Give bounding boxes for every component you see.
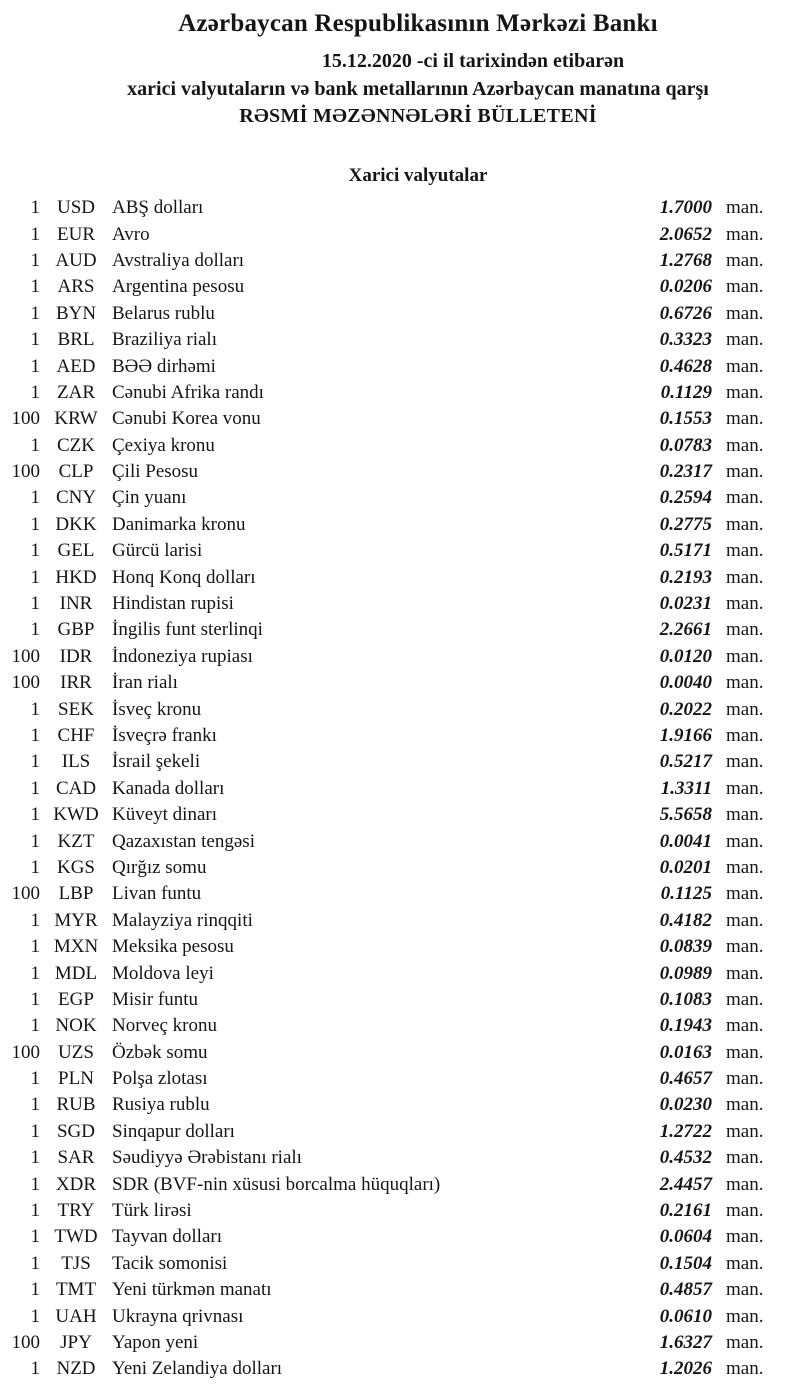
- nominal-value: 1: [30, 197, 40, 219]
- currency-name: Yeni Zelandiya dolları: [112, 1358, 283, 1380]
- rate-unit-label: man.: [726, 408, 764, 430]
- rate-row: [0, 406, 800, 432]
- rate-value: 0.1943: [659, 1015, 712, 1037]
- rate-unit-label: man.: [726, 856, 764, 878]
- currency-code: NOK: [55, 1015, 97, 1037]
- currency-code: TWD: [54, 1226, 98, 1248]
- nominal-value: 1: [30, 1094, 40, 1116]
- rate-row: [0, 1224, 800, 1250]
- rate-unit-label: man.: [726, 223, 764, 245]
- rate-unit-label: man.: [726, 434, 764, 456]
- rate-value: 0.2161: [659, 1200, 712, 1222]
- rate-value: 0.3323: [659, 329, 712, 351]
- bank-title: Azərbaycan Respublikasının Mərkəzi Bankı: [178, 10, 658, 37]
- currency-name: İsveç kronu: [112, 698, 202, 720]
- currency-name: Belarus rublu: [112, 302, 215, 324]
- rate-value: 1.2026: [659, 1358, 712, 1380]
- rate-row: [0, 1303, 800, 1329]
- nominal-value: 1: [30, 751, 40, 773]
- currency-code: GBP: [57, 619, 95, 641]
- nominal-value: 1: [30, 856, 40, 878]
- rate-unit-label: man.: [726, 355, 764, 377]
- rate-unit-label: man.: [726, 1041, 764, 1063]
- currency-name: ABŞ dolları: [112, 197, 204, 219]
- currency-code: UZS: [58, 1041, 94, 1063]
- rate-unit-label: man.: [726, 1226, 764, 1248]
- rate-row: [0, 908, 800, 934]
- currency-code: BRL: [57, 329, 95, 351]
- currency-code: MXN: [53, 936, 99, 958]
- currency-name: Çili Pesosu: [112, 461, 199, 483]
- currency-name: Ukrayna qrivnası: [112, 1305, 244, 1327]
- rate-unit-label: man.: [726, 566, 764, 588]
- rate-unit-label: man.: [726, 1279, 764, 1301]
- rate-row: [0, 274, 800, 300]
- rate-value: 0.0989: [659, 962, 712, 984]
- nominal-value: 100: [11, 408, 40, 430]
- currency-name: İndoneziya rupiası: [112, 645, 253, 667]
- rate-value: 1.7000: [659, 197, 712, 219]
- nominal-value: 1: [30, 434, 40, 456]
- rate-row: [0, 459, 800, 485]
- currency-code: CAD: [55, 777, 97, 799]
- rate-value: 0.1553: [659, 408, 712, 430]
- rate-value: 0.5171: [659, 540, 712, 562]
- rate-value: 0.0120: [659, 645, 712, 667]
- rate-value: 0.0206: [659, 276, 712, 298]
- rate-value: 5.5658: [659, 804, 712, 826]
- rate-value: 0.2317: [659, 461, 712, 483]
- nominal-value: 1: [30, 962, 40, 984]
- rate-value: 0.0231: [659, 593, 712, 615]
- scope-line: xarici valyutaların və bank metallarının Azərbaycan manatına qarşı: [127, 78, 709, 100]
- section-title-foreign-currencies: Xarici valyutalar: [348, 165, 488, 186]
- rate-row: [0, 1277, 800, 1303]
- rate-unit-label: man.: [726, 645, 764, 667]
- currency-name: Honq Konq dolları: [112, 566, 256, 588]
- currency-name: Braziliya rialı: [112, 329, 217, 351]
- currency-code: ARS: [57, 276, 95, 298]
- rate-row: [0, 512, 800, 538]
- rate-value: 0.0604: [659, 1226, 712, 1248]
- nominal-value: 100: [11, 1331, 40, 1353]
- rate-value: 0.2193: [659, 566, 712, 588]
- rate-unit-label: man.: [726, 487, 764, 509]
- rate-row: [0, 485, 800, 511]
- nominal-value: 1: [30, 381, 40, 403]
- rate-value: 0.4857: [659, 1279, 712, 1301]
- nominal-value: 1: [30, 329, 40, 351]
- rate-value: 0.2594: [659, 487, 712, 509]
- nominal-value: 100: [11, 461, 40, 483]
- currency-name: Moldova leyi: [112, 962, 214, 984]
- currency-code: IDR: [59, 645, 93, 667]
- currency-code: JPY: [60, 1331, 92, 1353]
- nominal-value: 100: [11, 1041, 40, 1063]
- rate-unit-label: man.: [726, 936, 764, 958]
- rate-row: [0, 776, 800, 802]
- rate-unit-label: man.: [726, 804, 764, 826]
- rate-unit-label: man.: [726, 988, 764, 1010]
- currency-name: BƏƏ dirhəmi: [112, 355, 216, 377]
- rate-row: [0, 591, 800, 617]
- rate-unit-label: man.: [726, 777, 764, 799]
- rate-unit-label: man.: [726, 962, 764, 984]
- rate-value: 0.5217: [659, 751, 712, 773]
- rate-row: [0, 1092, 800, 1118]
- rate-row: [0, 1119, 800, 1145]
- currency-code: KWD: [53, 804, 99, 826]
- rate-value: 2.4457: [659, 1173, 712, 1195]
- rate-value: 0.1125: [660, 883, 712, 905]
- rate-unit-label: man.: [726, 461, 764, 483]
- nominal-value: 1: [30, 777, 40, 799]
- rate-row: [0, 934, 800, 960]
- currency-name: Polşa zlotası: [112, 1068, 208, 1090]
- rate-value: 0.0610: [659, 1305, 712, 1327]
- rate-value: 0.1129: [660, 381, 712, 403]
- rate-row: [0, 564, 800, 590]
- currency-code: RUB: [56, 1094, 96, 1116]
- rate-row: [0, 670, 800, 696]
- currency-name: İngilis funt sterlinqi: [112, 619, 263, 641]
- currency-code: EGP: [58, 988, 94, 1010]
- currency-name: Küveyt dinarı: [112, 804, 218, 826]
- rate-unit-label: man.: [726, 513, 764, 535]
- rate-row: [0, 538, 800, 564]
- currency-code: TMT: [55, 1279, 97, 1301]
- rate-row: [0, 433, 800, 459]
- currency-code: TJS: [61, 1252, 91, 1274]
- rate-row: [0, 617, 800, 643]
- currency-name: SDR (BVF-nin xüsusi borcalma hüquqları): [112, 1173, 441, 1195]
- rate-value: 1.3311: [660, 777, 712, 799]
- nominal-value: 1: [30, 302, 40, 324]
- nominal-value: 1: [30, 1252, 40, 1274]
- rate-row: [0, 1066, 800, 1092]
- rate-unit-label: man.: [726, 830, 764, 852]
- rate-row: [0, 1251, 800, 1277]
- currency-name: Avro: [112, 223, 150, 245]
- nominal-value: 100: [11, 883, 40, 905]
- currency-name: Livan funtu: [112, 883, 202, 905]
- nominal-value: 1: [30, 223, 40, 245]
- rate-unit-label: man.: [726, 329, 764, 351]
- nominal-value: 1: [30, 566, 40, 588]
- rate-value: 0.1083: [659, 988, 712, 1010]
- currency-code: ILS: [61, 751, 91, 773]
- currency-code: CLP: [58, 461, 94, 483]
- rate-row: [0, 1198, 800, 1224]
- nominal-value: 1: [30, 804, 40, 826]
- nominal-value: 1: [30, 909, 40, 931]
- nominal-value: 1: [30, 830, 40, 852]
- currency-code: SEK: [58, 698, 94, 720]
- currency-name: Çin yuanı: [112, 487, 187, 509]
- rate-value: 0.4532: [659, 1147, 712, 1169]
- currency-name: Gürcü larisi: [112, 540, 203, 562]
- currency-name: Türk lirəsi: [112, 1200, 192, 1222]
- currency-name: Misir funtu: [112, 988, 199, 1010]
- rate-unit-label: man.: [726, 698, 764, 720]
- currency-name: Danimarka kronu: [112, 513, 246, 535]
- rate-value: 0.0783: [659, 434, 712, 456]
- currency-name: İsveçrə frankı: [112, 725, 217, 746]
- rate-row: [0, 644, 800, 670]
- currency-name: Avstraliya dolları: [112, 249, 245, 271]
- currency-code: MDL: [54, 962, 98, 984]
- rate-value: 1.9166: [659, 725, 712, 746]
- nominal-value: 1: [30, 1147, 40, 1169]
- currency-code: UAH: [55, 1305, 97, 1327]
- nominal-value: 1: [30, 276, 40, 298]
- rate-value: 0.6726: [659, 302, 712, 324]
- currency-code: USD: [56, 197, 95, 219]
- rate-row: [0, 749, 800, 775]
- rate-value: 1.2768: [659, 249, 712, 271]
- nominal-value: 100: [11, 645, 40, 667]
- currency-code: CNY: [55, 487, 97, 509]
- currency-code: SGD: [56, 1120, 95, 1142]
- rate-value: 0.0230: [659, 1094, 712, 1116]
- rate-row: [0, 1330, 800, 1356]
- rate-unit-label: man.: [726, 593, 764, 615]
- currency-code: INR: [59, 593, 93, 615]
- nominal-value: 1: [30, 1279, 40, 1301]
- nominal-value: 100: [11, 672, 40, 694]
- currency-code: NZD: [56, 1358, 96, 1380]
- currency-code: AUD: [55, 249, 97, 271]
- rate-unit-label: man.: [726, 909, 764, 931]
- rate-unit-label: man.: [726, 883, 764, 905]
- rate-unit-label: man.: [726, 1015, 764, 1037]
- rate-value: 0.1504: [659, 1252, 712, 1274]
- nominal-value: 1: [30, 355, 40, 377]
- rate-unit-label: man.: [726, 1147, 764, 1169]
- rate-row: [0, 1013, 800, 1039]
- currency-code: AED: [56, 355, 96, 377]
- currency-code: CHF: [57, 725, 95, 746]
- currency-code: KZT: [57, 830, 95, 852]
- rate-value: 0.4182: [659, 909, 712, 931]
- rate-unit-label: man.: [726, 1358, 764, 1380]
- currency-name: Sinqapur dolları: [112, 1120, 235, 1142]
- currency-code: EUR: [57, 223, 95, 245]
- nominal-value: 1: [30, 513, 40, 535]
- currency-name: Argentina pesosu: [112, 276, 245, 298]
- nominal-value: 1: [30, 1358, 40, 1380]
- rate-row: [0, 987, 800, 1013]
- rate-row: [0, 855, 800, 881]
- currency-name: Malayziya rinqqiti: [112, 909, 253, 931]
- currency-code: PLN: [58, 1068, 94, 1090]
- rate-value: 0.0839: [659, 936, 712, 958]
- nominal-value: 1: [30, 936, 40, 958]
- currency-name: Çexiya kronu: [112, 434, 215, 456]
- rate-row: [0, 353, 800, 379]
- nominal-value: 1: [30, 1305, 40, 1327]
- currency-code: KRW: [54, 408, 98, 430]
- nominal-value: 1: [30, 1226, 40, 1248]
- nominal-value: 1: [30, 249, 40, 271]
- rate-row: [0, 960, 800, 986]
- rate-row: [0, 380, 800, 406]
- rate-value: 2.2661: [659, 619, 712, 641]
- rate-unit-label: man.: [726, 725, 764, 746]
- currency-name: Yapon yeni: [112, 1331, 199, 1353]
- currency-code: MYR: [54, 909, 98, 931]
- nominal-value: 1: [30, 725, 40, 746]
- rate-row: [0, 301, 800, 327]
- currency-code: BYN: [55, 302, 97, 324]
- rate-value: 0.2775: [659, 513, 712, 535]
- nominal-value: 1: [30, 540, 40, 562]
- currency-name: İsrail şekeli: [112, 751, 201, 773]
- rate-row: [0, 221, 800, 247]
- nominal-value: 1: [30, 698, 40, 720]
- nominal-value: 1: [30, 487, 40, 509]
- rate-value: 1.6327: [659, 1331, 712, 1353]
- currency-code: KGS: [56, 856, 95, 878]
- currency-name: Kanada dolları: [112, 777, 225, 799]
- nominal-value: 1: [30, 988, 40, 1010]
- currency-code: GEL: [57, 540, 95, 562]
- currency-name: İran rialı: [112, 672, 178, 694]
- currency-code: LBP: [58, 883, 94, 905]
- rate-row: [0, 1145, 800, 1171]
- rate-row: [0, 723, 800, 749]
- nominal-value: 1: [30, 1068, 40, 1090]
- rate-value: 1.2722: [659, 1120, 712, 1142]
- rate-unit-label: man.: [726, 1252, 764, 1274]
- rate-unit-label: man.: [726, 672, 764, 694]
- currency-name: Səudiyyə Ərəbistanı rialı: [112, 1147, 302, 1169]
- rate-unit-label: man.: [726, 1305, 764, 1327]
- rates-table: [0, 195, 800, 1383]
- currency-name: Norveç kronu: [112, 1015, 217, 1037]
- rate-row: [0, 1040, 800, 1066]
- currency-code: DKK: [55, 513, 97, 535]
- rate-unit-label: man.: [726, 1173, 764, 1195]
- rate-unit-label: man.: [726, 1200, 764, 1222]
- currency-name: Cənubi Korea vonu: [112, 408, 261, 430]
- nominal-value: 1: [30, 593, 40, 615]
- rate-unit-label: man.: [726, 276, 764, 298]
- currency-code: IRR: [60, 672, 92, 694]
- currency-name: Rusiya rublu: [112, 1094, 210, 1116]
- rate-unit-label: man.: [726, 540, 764, 562]
- rate-row: [0, 696, 800, 722]
- rate-row: [0, 802, 800, 828]
- rate-unit-label: man.: [726, 1094, 764, 1116]
- rate-unit-label: man.: [726, 751, 764, 773]
- rate-row: [0, 1356, 800, 1382]
- currency-name: Qazaxıstan tengəsi: [112, 830, 255, 852]
- currency-name: Yeni türkmən manatı: [112, 1279, 272, 1301]
- bulletin-title: RƏSMİ MƏZƏNNƏLƏRİ BÜLLETENİ: [239, 105, 597, 127]
- rate-unit-label: man.: [726, 619, 764, 641]
- currency-name: Cənubi Afrika randı: [112, 381, 264, 403]
- rate-value: 2.0652: [659, 223, 712, 245]
- currency-name: Qırğız somu: [112, 856, 207, 878]
- bulletin-header: [0, 0, 800, 187]
- currency-name: Tacik somonisi: [112, 1252, 228, 1274]
- effective-date-line: 15.12.2020 -ci il tarixindən etibarən: [321, 50, 625, 72]
- rate-value: 0.0163: [659, 1041, 712, 1063]
- nominal-value: 1: [30, 1200, 40, 1222]
- currency-code: ZAR: [57, 381, 95, 403]
- nominal-value: 1: [30, 1120, 40, 1142]
- rate-row: [0, 881, 800, 907]
- rate-unit-label: man.: [726, 381, 764, 403]
- rate-value: 0.0040: [659, 672, 712, 694]
- currency-code: SAR: [57, 1147, 95, 1169]
- rate-value: 0.2022: [659, 698, 712, 720]
- rate-unit-label: man.: [726, 1120, 764, 1142]
- nominal-value: 1: [30, 1015, 40, 1037]
- rate-row: [0, 828, 800, 854]
- currency-name: Hindistan rupisi: [112, 593, 234, 615]
- rate-unit-label: man.: [726, 1331, 764, 1353]
- currency-name: Tayvan dolları: [112, 1226, 222, 1248]
- rate-row: [0, 248, 800, 274]
- rate-unit-label: man.: [726, 1068, 764, 1090]
- nominal-value: 1: [30, 1173, 40, 1195]
- rate-unit-label: man.: [726, 249, 764, 271]
- currency-code: CZK: [57, 434, 95, 456]
- rate-value: 0.4657: [659, 1068, 712, 1090]
- rate-unit-label: man.: [726, 302, 764, 324]
- nominal-value: 1: [30, 619, 40, 641]
- currency-code: XDR: [55, 1173, 97, 1195]
- currency-name: Meksika pesosu: [112, 936, 234, 958]
- rate-value: 0.4628: [659, 355, 712, 377]
- rate-row: [0, 327, 800, 353]
- currency-name: Özbək somu: [112, 1041, 208, 1063]
- rate-value: 0.0201: [659, 856, 712, 878]
- rate-unit-label: man.: [726, 197, 764, 219]
- currency-code: HKD: [55, 566, 97, 588]
- rate-row: [0, 195, 800, 221]
- rate-row: [0, 1171, 800, 1197]
- rate-value: 0.0041: [659, 830, 712, 852]
- currency-code: TRY: [57, 1200, 95, 1222]
